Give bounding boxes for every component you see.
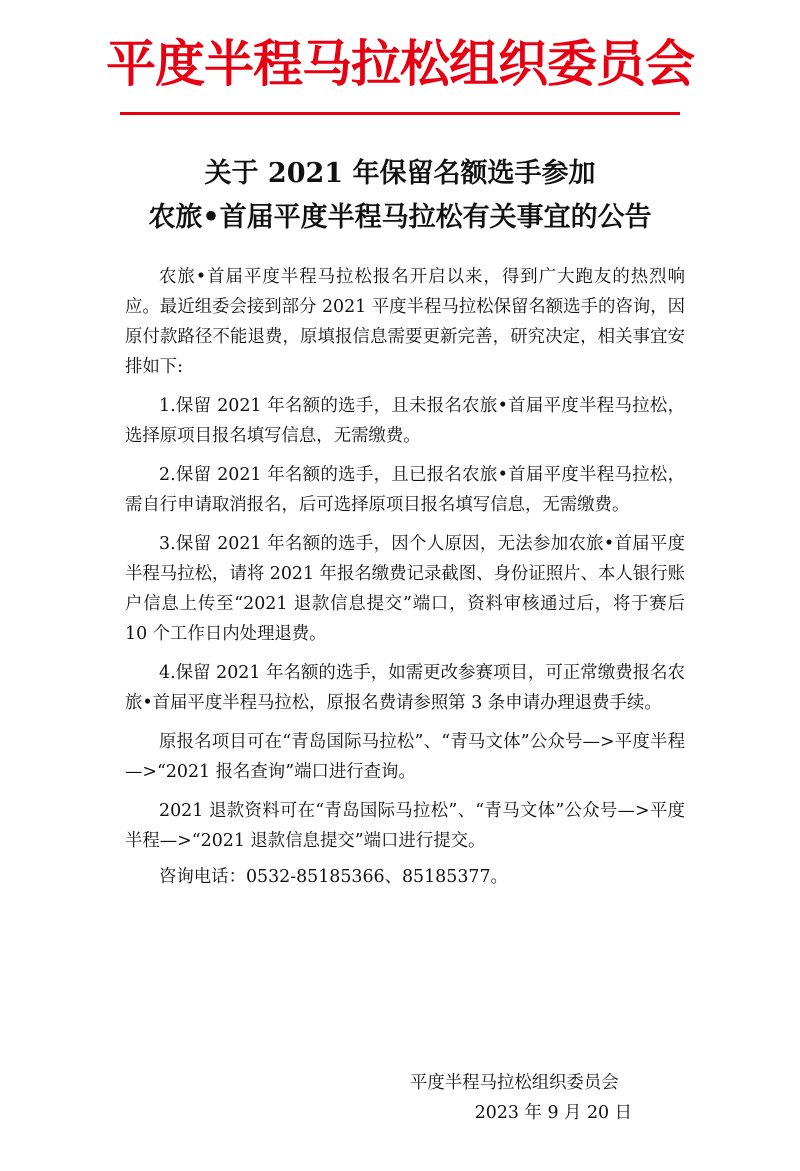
item-1-paragraph: 1.保留 2021 年名额的选手，且未报名农旅•首届平度半程马拉松，选择原项目报名填写信息，无需缴费。 — [125, 396, 685, 446]
signature-date: 2023 年 9 月 20 日 — [474, 1103, 632, 1123]
refund-note-paragraph: 2021 退款资料可在“青岛国际马拉松”、“青马文体”公众号—>平度半程—>“2021 退款信息提交”端口进行提交。 — [125, 801, 685, 851]
contact-paragraph: 咨询电话：0532-85185366、85185377。 — [159, 867, 508, 887]
item-2-paragraph: 2.保留 2021 年名额的选手，且已报名农旅•首届平度半程马拉松，需自行申请取消报名，后可选择原项目报名填写信息，无需缴费。 — [125, 465, 685, 515]
intro-paragraph: 农旅•首届平度半程马拉松报名开启以来，得到广大跑友的热烈响应。最近组委会接到部分 2021 平度半程马拉松保留名额选手的咨询，因原付款路径不能退费，原填报信息需要更新完善，研究决定，相关事宜安排如下: — [125, 267, 685, 377]
signature-block — [400, 1068, 650, 1128]
letterhead-red-rule — [120, 112, 680, 115]
announcement-title — [0, 152, 800, 240]
signature-organization: 平度半程马拉松组织委员会 — [410, 1073, 619, 1093]
title-line-2: 农旅•首届平度半程马拉松有关事宜的公告 — [148, 202, 652, 233]
item-3-paragraph: 3.保留 2021 年名额的选手，因个人原因，无法参加农旅•首届平度半程马拉松，请将 2021 年报名缴费记录截图、身份证照片、本人银行账户信息上传至“2021 退款信息提交”端口，资料审核通过后，将于赛后 10 个工作日内处理退费。 — [125, 534, 685, 644]
query-note-paragraph: 原报名项目可在“青岛国际马拉松”、“青马文体”公众号—>平度半程—>“2021 报名查询”端口进行查询。 — [125, 732, 685, 782]
item-4-paragraph: 4.保留 2021 年名额的选手，如需更改参赛项目，可正常缴费报名农旅•首届平度半程马拉松，原报名费请参照第 3 条申请办理退费手续。 — [125, 663, 685, 713]
announcement-body — [125, 262, 685, 901]
title-line-1: 关于 2021 年保留名额选手参加 — [204, 158, 596, 189]
letterhead-organization: 平度半程马拉松组织委员会 — [106, 34, 694, 93]
